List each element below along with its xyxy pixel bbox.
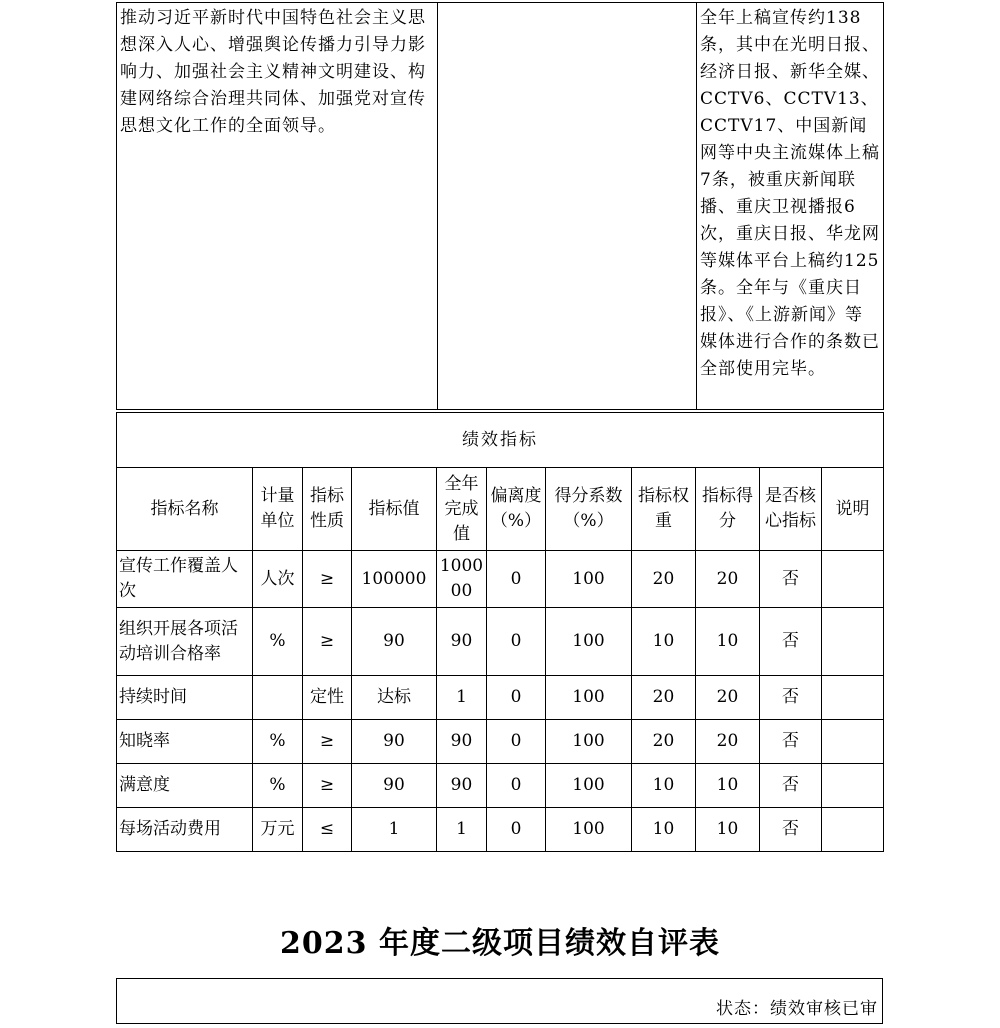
cell-indicator-name: 持续时间: [117, 676, 253, 720]
cell-unit: %: [253, 608, 303, 676]
cell-score: 10: [696, 764, 760, 808]
cell-score: 10: [696, 808, 760, 852]
cell-score: 20: [696, 551, 760, 608]
cell-score-coefficient: 100: [546, 808, 632, 852]
cell-score: 10: [696, 608, 760, 676]
table-row: [117, 720, 884, 764]
cell-score-coefficient: 100: [546, 764, 632, 808]
cell-target-value: 100000: [352, 551, 437, 608]
header-weight: 指标权重: [632, 468, 696, 551]
cell-notes: [822, 676, 884, 720]
cell-indicator-name: 组织开展各项活动培训合格率: [117, 608, 253, 676]
cell-is-core: 否: [760, 808, 822, 852]
goal-table: [116, 2, 884, 410]
cell-target-value: 1: [352, 808, 437, 852]
cell-nature: ≥: [303, 720, 352, 764]
cell-score-coefficient: 100: [546, 608, 632, 676]
header-deviation: 偏离度（%）: [487, 468, 546, 551]
cell-is-core: 否: [760, 676, 822, 720]
cell-deviation: 0: [487, 676, 546, 720]
header-score: 指标得分: [696, 468, 760, 551]
goal-middle-cell: [438, 3, 697, 410]
cell-deviation: 0: [487, 551, 546, 608]
cell-weight: 20: [632, 551, 696, 608]
header-indicator-name: 指标名称: [117, 468, 253, 551]
table-row: [117, 551, 884, 608]
kpi-table: [116, 412, 884, 852]
goal-description-cell: 推动习近平新时代中国特色社会主义思想深入人心、增强舆论传播力引导力影响力、加强社会主义精神文明建设、构建网络综合治理共同体、加强党对宣传思想文化工作的全面领导。: [117, 3, 438, 410]
header-target-value: 指标值: [352, 468, 437, 551]
cell-weight: 10: [632, 764, 696, 808]
cell-unit: 人次: [253, 551, 303, 608]
cell-notes: [822, 764, 884, 808]
cell-weight: 10: [632, 808, 696, 852]
table-row: [117, 764, 884, 808]
cell-unit: 万元: [253, 808, 303, 852]
cell-is-core: 否: [760, 608, 822, 676]
cell-actual-value: 100000: [437, 551, 487, 608]
cell-score-coefficient: 100: [546, 551, 632, 608]
cell-deviation: 0: [487, 808, 546, 852]
cell-actual-value: 90: [437, 608, 487, 676]
cell-actual-value: 1: [437, 676, 487, 720]
cell-is-core: 否: [760, 720, 822, 764]
kpi-section-title: 绩效指标: [117, 413, 884, 468]
cell-actual-value: 1: [437, 808, 487, 852]
header-is-core: 是否核心指标: [760, 468, 822, 551]
page-title: 2023 年度二级项目绩效自评表: [280, 926, 720, 961]
cell-target-value: 90: [352, 608, 437, 676]
cell-notes: [822, 808, 884, 852]
cell-target-value: 90: [352, 764, 437, 808]
cell-score: 20: [696, 676, 760, 720]
kpi-header-row: [117, 468, 884, 551]
cell-indicator-name: 宣传工作覆盖人次: [117, 551, 253, 608]
cell-weight: 10: [632, 608, 696, 676]
cell-deviation: 0: [487, 764, 546, 808]
cell-weight: 20: [632, 676, 696, 720]
cell-target-value: 达标: [352, 676, 437, 720]
header-score-coefficient: 得分系数（%）: [546, 468, 632, 551]
header-nature: 指标性质: [303, 468, 352, 551]
cell-indicator-name: 知晓率: [117, 720, 253, 764]
cell-notes: [822, 608, 884, 676]
cell-is-core: 否: [760, 764, 822, 808]
cell-indicator-name: 满意度: [117, 764, 253, 808]
status-text: 状态：绩效审核已审: [716, 999, 878, 1019]
cell-actual-value: 90: [437, 764, 487, 808]
cell-nature: ≥: [303, 551, 352, 608]
goal-result-cell: 全年上稿宣传约138条，其中在光明日报、经济日报、新华全媒、CCTV6、CCTV13、CCTV17、中国新闻网等中央主流媒体上稿7条，被重庆新闻联播、重庆卫视播报6次，重庆日报、华龙网等媒体平台上稿约125条。全年与《重庆日报》、《上游新闻》等媒体进行合作的条数已全部使用完毕。: [697, 3, 884, 410]
cell-nature: ≤: [303, 808, 352, 852]
cell-nature: ≥: [303, 764, 352, 808]
cell-actual-value: 90: [437, 720, 487, 764]
cell-unit: %: [253, 764, 303, 808]
table-row: [117, 808, 884, 852]
header-unit: 计量单位: [253, 468, 303, 551]
cell-nature: 定性: [303, 676, 352, 720]
cell-notes: [822, 551, 884, 608]
cell-unit: %: [253, 720, 303, 764]
cell-notes: [822, 720, 884, 764]
cell-nature: ≥: [303, 608, 352, 676]
cell-target-value: 90: [352, 720, 437, 764]
header-actual-value: 全年完成值: [437, 468, 487, 551]
cell-weight: 20: [632, 720, 696, 764]
cell-score: 20: [696, 720, 760, 764]
cell-indicator-name: 每场活动费用: [117, 808, 253, 852]
table-row: [117, 608, 884, 676]
goal-row: [117, 3, 884, 410]
header-notes: 说明: [822, 468, 884, 551]
cell-unit: [253, 676, 303, 720]
status-box: [116, 978, 883, 1024]
cell-score-coefficient: 100: [546, 676, 632, 720]
cell-is-core: 否: [760, 551, 822, 608]
kpi-section-title-row: [117, 413, 884, 468]
cell-deviation: 0: [487, 608, 546, 676]
cell-score-coefficient: 100: [546, 720, 632, 764]
table-row: [117, 676, 884, 720]
cell-deviation: 0: [487, 720, 546, 764]
